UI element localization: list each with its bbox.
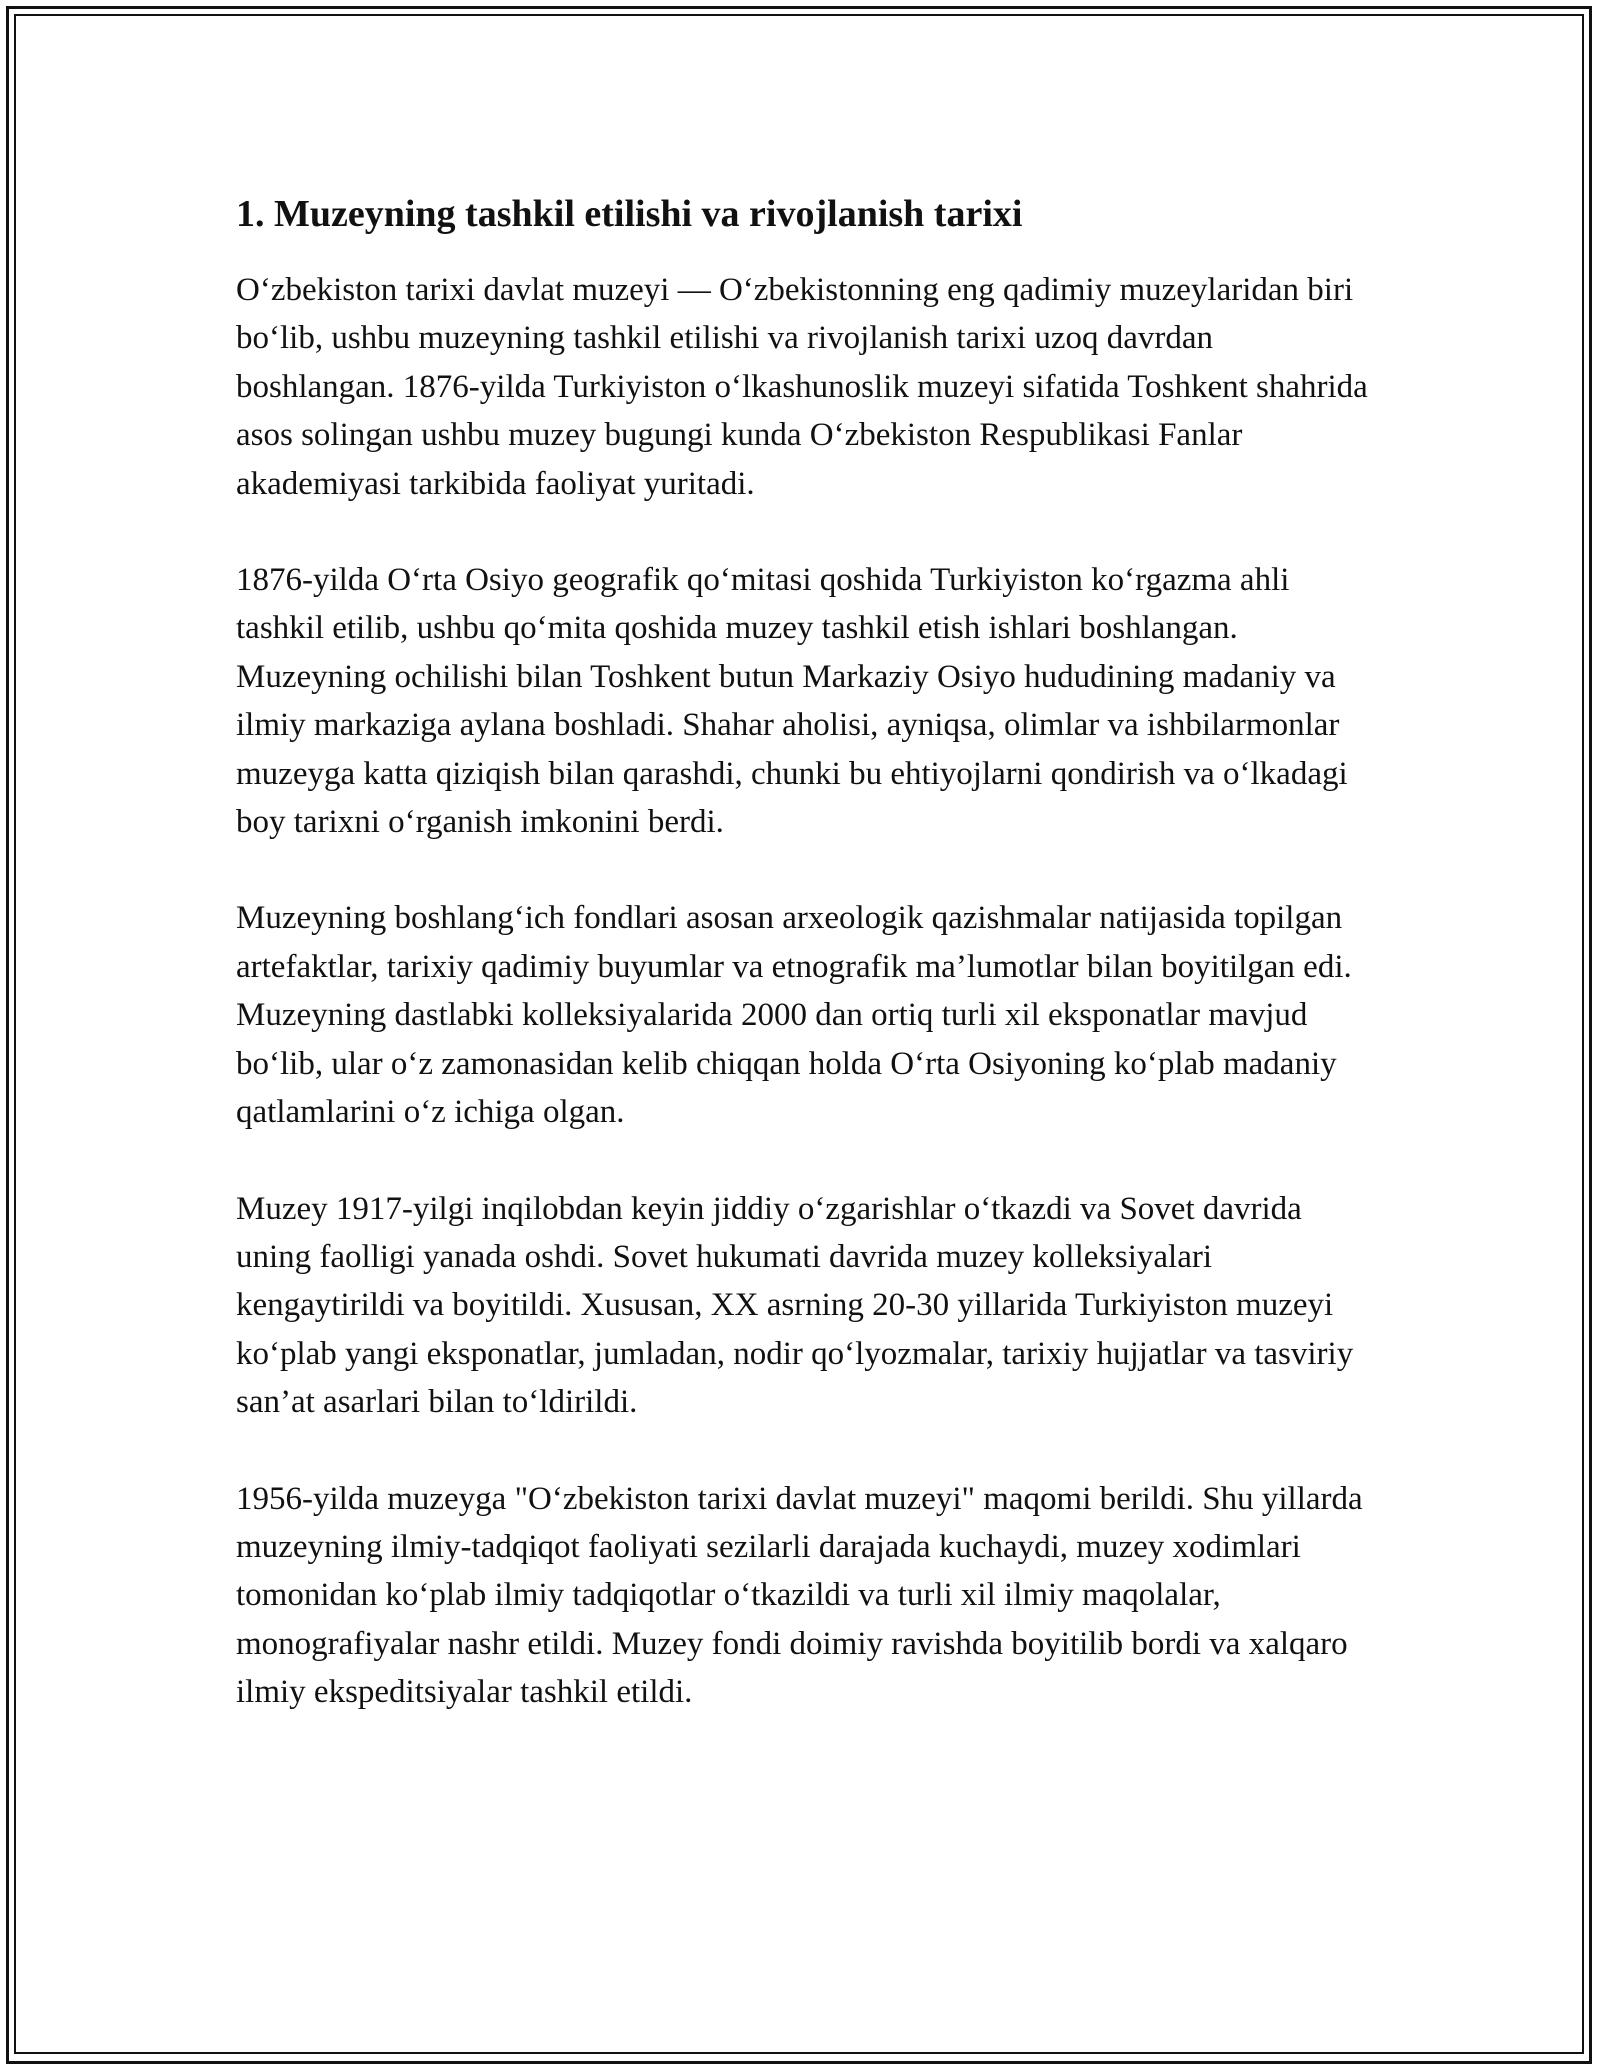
paragraph-founding: 1876-yilda O‘rta Osiyo geografik qo‘mitasi qoshida Turkiyiston ko‘rgazma ahli tashkil etilib, ushbu qo‘mita qoshida muzey tashkil etish ishlari boshlangan. Muzeyning ochilishi bilan Toshkent butun Markaziy Osiyo hududining madaniy va ilmiy markaziga aylana boshladi. Shahar aholisi, ayniqsa, olimlar va ishbilarmonlar muzeyga katta qiziqish bilan qarashdi, chunki bu ehtiyojlarni qondirish va o‘lkadagi boy tarixni o‘rganish imkonini berdi. [236, 562, 1348, 841]
paragraph-intro: O‘zbekiston tarixi davlat muzeyi — O‘zbekistonning eng qadimiy muzeylaridan biri bo‘lib, ushbu muzeyning tashkil etilishi va rivojlanish tarixi uzoq davrdan boshlangan. 1876-yilda Turkiyiston o‘lkashunoslik muzeyi sifatida Toshkent shahrida asos solingan ushbu muzey bugungi kunda O‘zbekiston Respublikasi Fanlar akademiyasi tarkibida faoliyat yuritadi. [236, 272, 1368, 502]
section-heading: 1. Muzeyning tashkil etilishi va rivojlanish tarixi [236, 193, 1023, 235]
paragraph-state-status: 1956-yilda muzeyga "O‘zbekiston tarixi davlat muzeyi" maqomi berildi. Shu yillarda muzeyning ilmiy-tadqiqot faoliyati sezilarli darajada kuchaydi, muzey xodimlari tomonidan ko‘plab ilmiy tadqiqotlar o‘tkazildi va turli xil ilmiy maqolalar, monografiyalar nashr etildi. Muzey fondi doimiy ravishda boyitilib bordi va xalqaro ilmiy ekspeditsiyalar tashkil etildi. [236, 1480, 1363, 1711]
paragraph-soviet-period: Muzey 1917-yilgi inqilobdan keyin jiddiy o‘zgarishlar o‘tkazdi va Sovet davrida uning faolligi yanada oshdi. Sovet hukumati davrida muzey kolleksiyalari kengaytirildi va boyitildi. Xususan, XX asrning 20-30 yillarida Turkiyiston muzeyi ko‘plab yangi eksponatlar, jumladan, nodir qo‘lyozmalar, tarixiy hujjatlar va tasviriy san’at asarlari bilan to‘ldirildi. [236, 1190, 1354, 1421]
document-body [236, 186, 1376, 1765]
paragraph-collections: Muzeyning boshlang‘ich fondlari asosan arxeologik qazishmalar natijasida topilgan artefaktlar, tarixiy qadimiy buyumlar va etnografik ma’lumotlar bilan boyitilgan edi. Muzeyning dastlabki kolleksiyalarida 2000 dan ortiq turli xil eksponatlar mavjud bo‘lib, ular o‘z zamonasidan kelib chiqqan holda O‘rta Osiyoning ko‘plab madaniy qatlamlarini o‘z ichiga olgan. [236, 900, 1352, 1131]
